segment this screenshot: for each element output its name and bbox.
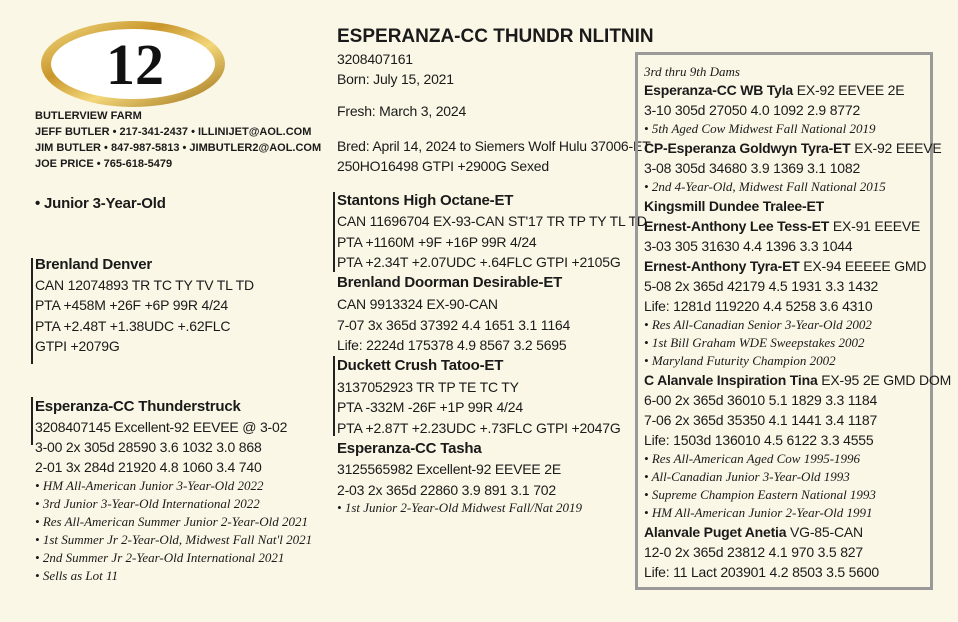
dam-entry xyxy=(644,523,936,541)
pedigree-bracket xyxy=(333,192,335,272)
dam-entry-name: Ernest-Anthony Tyra-ET xyxy=(644,258,800,274)
pedigree-bracket xyxy=(31,397,33,445)
sire-line: CAN 12074893 TR TC TY TV TL TD xyxy=(35,277,254,293)
dam-entry-line: 7-06 2x 365d 35350 4.1 1441 3.4 1187 xyxy=(644,412,878,428)
dam-entry xyxy=(644,81,936,99)
dam-entry-line: 3-03 305 31630 4.4 1396 3.3 1044 xyxy=(644,238,853,254)
dam-line: 2-01 3x 284d 21920 4.8 1060 3.4 740 xyxy=(35,459,262,475)
dam-entry-line: Life: 11 Lact 203901 4.2 8503 3.5 5600 xyxy=(644,564,880,580)
class-label: • Junior 3-Year-Old xyxy=(35,195,166,212)
dam-entry-line: 6-00 2x 365d 36010 5.1 1829 3.3 1184 xyxy=(644,392,878,408)
dam-entry xyxy=(644,139,942,157)
animal-bred: Bred: April 14, 2024 to Siemers Wolf Hulu 37006-ET xyxy=(337,138,651,154)
dam-entry xyxy=(644,257,936,275)
dam-entry-line: 5-08 2x 365d 42179 4.5 1931 3.3 1432 xyxy=(644,278,879,294)
dam-entry-score: EX-92 EEEVE xyxy=(850,140,942,156)
pedigree-line: 7-07 3x 365d 37392 4.4 1651 3.1 1164 xyxy=(337,317,571,333)
pedigree-name: Stantons High Octane-ET xyxy=(337,192,514,209)
dam-entry-score: EX-92 EEVEE 2E xyxy=(793,82,905,98)
dam-note: • 2nd Summer Jr 2-Year-Old International 2021 xyxy=(35,550,285,565)
lot-number-oval xyxy=(38,18,228,110)
dam-entry-line: 3-10 305d 27050 4.0 1092 2.9 8772 xyxy=(644,102,861,118)
dam-entry-note: • Maryland Futurity Champion 2002 xyxy=(644,353,836,368)
pedigree-line: CAN 11696704 EX-93-CAN ST'17 TR TP TY TL TD xyxy=(337,213,647,229)
pedigree-line: PTA +1160M +9F +16P 99R 4/24 xyxy=(337,234,537,250)
pedigree-name: Esperanza-CC Tasha xyxy=(337,440,482,457)
dam-entry-note: • 2nd 4-Year-Old, Midwest Fall National 2015 xyxy=(644,179,886,194)
pedigree-bracket xyxy=(333,356,335,436)
pedigree-line: PTA -332M -26F +1P 99R 4/24 xyxy=(337,399,523,415)
dam-entry-name: Esperanza-CC WB Tyla xyxy=(644,82,793,98)
pedigree-line: PTA +2.34T +2.07UDC +.64FLC GTPI +2105G xyxy=(337,254,621,270)
dam-name: Esperanza-CC Thunderstruck xyxy=(35,398,241,415)
dam-entry-name: Ernest-Anthony Lee Tess-ET xyxy=(644,218,830,234)
dam-entry-note: • HM All-American Junior 2-Year-Old 1991 xyxy=(644,505,873,520)
dam-entry-line: Life: 1281d 119220 4.4 5258 3.6 4310 xyxy=(644,298,873,314)
pedigree-line: PTA +2.87T +2.23UDC +.73FLC GTPI +2047G xyxy=(337,420,621,436)
dam-entry-score: EX-91 EEEVE xyxy=(829,218,921,234)
dam-entry-line: Life: 1503d 136010 4.5 6122 3.3 4555 xyxy=(644,432,874,448)
contact-line: JIM BUTLER • 847-987-5813 • JIMBUTLER2@AOL.COM xyxy=(35,142,322,154)
dam-entry-note: • 5th Aged Cow Midwest Fall National 2019 xyxy=(644,121,876,136)
pedigree-name: Brenland Doorman Desirable-ET xyxy=(337,274,563,291)
dam-note: • 1st Summer Jr 2-Year-Old, Midwest Fall Nat'l 2021 xyxy=(35,532,313,547)
dam-entry-note: • 1st Bill Graham WDE Sweepstakes 2002 xyxy=(644,335,865,350)
pedigree-line: 3125565982 Excellent-92 EEVEE 2E xyxy=(337,461,561,477)
dam-note: • Sells as Lot 11 xyxy=(35,568,119,583)
animal-born: Born: July 15, 2021 xyxy=(337,71,454,87)
sire-line: PTA +2.48T +1.38UDC +.62FLC xyxy=(35,318,231,334)
dam-entry-score: VG-85-CAN xyxy=(786,524,863,540)
dam-entry xyxy=(644,371,952,389)
pedigree-bracket xyxy=(31,258,33,364)
contact-line: JEFF BUTLER • 217-341-2437 • ILLINIJET@AOL.COM xyxy=(35,126,312,138)
dam-entry xyxy=(644,197,936,215)
contact-line: JOE PRICE • 765-618-5479 xyxy=(35,158,173,170)
dam-entry-name: Kingsmill Dundee Tralee-ET xyxy=(644,198,824,214)
dam-entry-note: • Res All-Canadian Senior 3-Year-Old 2002 xyxy=(644,317,872,332)
dams-box xyxy=(635,52,952,590)
animal-reg: 3208407161 xyxy=(337,51,413,67)
dam-entry-name: Alanvale Puget Anetia xyxy=(644,524,787,540)
dam-note: • Res All-American Summer Junior 2-Year-Old 2021 xyxy=(35,514,308,529)
pedigree-name: Duckett Crush Tatoo-ET xyxy=(337,357,504,374)
pedigree-line: CAN 9913324 EX-90-CAN xyxy=(337,296,498,312)
dam-note: • 3rd Junior 3-Year-Old International 2022 xyxy=(35,496,260,511)
sire-line: GTPI +2079G xyxy=(35,338,120,354)
dam-entry-note: • Supreme Champion Eastern National 1993 xyxy=(644,487,876,502)
animal-name: ESPERANZA-CC THUNDR NLITNIN xyxy=(337,26,654,47)
dam-line: 3-00 2x 305d 28590 3.6 1032 3.0 868 xyxy=(35,439,262,455)
dam-entry-note: • Res All-American Aged Cow 1995-1996 xyxy=(644,451,861,466)
sire-line: PTA +458M +26F +6P 99R 4/24 xyxy=(35,297,228,313)
pedigree-line: 3137052923 TR TP TE TC TY xyxy=(337,379,519,395)
dam-entry-score: EX-94 EEEEE GMD xyxy=(799,258,927,274)
farm-name: BUTLERVIEW FARM xyxy=(35,110,142,122)
sire-name: Brenland Denver xyxy=(35,256,153,273)
dam-entry-line: 12-0 2x 365d 23812 4.1 970 3.5 827 xyxy=(644,544,863,560)
dam-entry xyxy=(644,217,936,235)
dam-note: • HM All-American Junior 3-Year-Old 2022 xyxy=(35,478,264,493)
dam-entry-name: CP-Esperanza Goldwyn Tyra-ET xyxy=(644,140,851,156)
dam-entry-name: C Alanvale Inspiration Tina xyxy=(644,372,818,388)
dams-heading: 3rd thru 9th Dams xyxy=(644,64,740,79)
dam-entry-line: 3-08 305d 34680 3.9 1369 3.1 1082 xyxy=(644,160,861,176)
pedigree-line: Life: 2224d 175378 4.9 8567 3.2 5695 xyxy=(337,337,567,353)
lot-number: 12 xyxy=(106,32,164,97)
pedigree-line: 2-03 2x 365d 22860 3.9 891 3.1 702 xyxy=(337,482,556,498)
animal-fresh: Fresh: March 3, 2024 xyxy=(337,103,467,119)
dam-entry-score: EX-95 2E GMD DOM xyxy=(817,372,952,388)
dam-entry-note: • All-Canadian Junior 3-Year-Old 1993 xyxy=(644,469,850,484)
dam-line: 3208407145 Excellent-92 EEVEE @ 3-02 xyxy=(35,419,288,435)
pedigree-note: • 1st Junior 2-Year-Old Midwest Fall/Nat 2019 xyxy=(337,500,583,515)
animal-bred-sire: 250HO16498 GTPI +2900G Sexed xyxy=(337,158,549,174)
